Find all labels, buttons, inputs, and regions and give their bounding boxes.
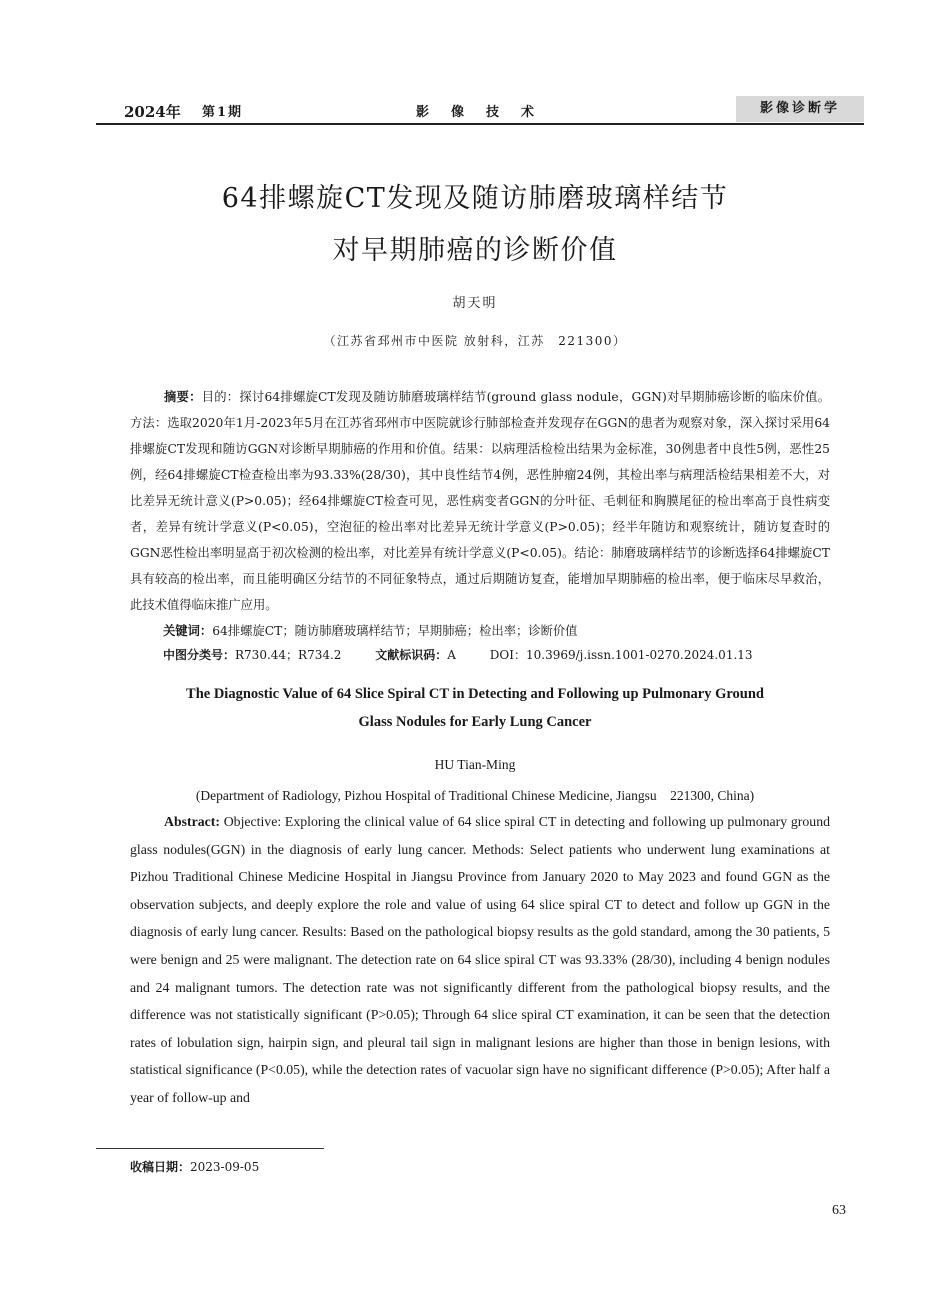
doc-code-label: 文献标识码：	[375, 648, 448, 662]
header-section-label: 影像诊断学	[736, 96, 864, 122]
title-cn-line1: 64排螺旋CT发现及随访肺磨玻璃样结节	[221, 183, 729, 214]
affiliation-cn: （江苏省邳州市中医院 放射科，江苏 221300）	[323, 334, 627, 348]
author-cn: 胡天明	[452, 296, 498, 311]
abstract-en-text: Objective: Exploring the clinical value of 64 slice spiral CT in detecting and following up pulmonary ground glass nodules(GGN) in the diagnosis of early lung cancer. Methods: Select patients who underwent lung examinations at Pizhou Traditional Chinese Medicine Hospital in Jiangsu Province from January 2020 to May 2023 and found GGN as the observation subjects, and deeply explore the role and value of using 64 slice spiral CT to detect and follow up GGN in the diagnosis of early lung cancer. Results: Based on the pathological biopsy results as the gold standard, among the 30 patients, 5 were benign and 25 were malignant. The detection rate on 64 slice spiral CT was 93.33% (28/30), including 4 benign nodules and 24 malignant tumors. The detection rate was not significantly different from the pathological biopsy results, and the difference was not statistically significant (P>0.05); Through 64 slice spiral CT examination, it can be seen that the detection rates of lobulation sign, hairpin sign, and pleural tail sign in malignant lesions are higher than those in benign lesions, with statistical significance (P<0.05), while the detection rates of vacuolar sign have no significant difference (P>0.05); After half a year of follow-up and	[130, 814, 830, 1105]
abstract-en-label: Abstract:	[164, 814, 220, 829]
header-journal-name: 影像技术	[416, 105, 557, 120]
clc-value: R730.44；R734.2	[235, 648, 342, 662]
affiliation-en: (Department of Radiology, Pizhou Hospital of Traditional Chinese Medicine, Jiangsu 221300, China)	[195, 788, 755, 803]
abstract-cn-text: 目的：探讨64排螺旋CT发现及随访肺磨玻璃样结节(ground glass nodule，GGN)对早期肺癌诊断的临床价值。方法：选取2020年1月-2023年5月在江苏省邳州市中医院就诊行肺部检查并发现存在GGN的患者为观察对象，深入探讨采用64排螺旋CT发现和随访GGN对诊断早期肺癌的作用和价值。结果：以病理活检检出结果为金标准，30例患者中良性5例，恶性25例，经64排螺旋CT检查检出率为93.33%(28/30)，其中良性结节4例，恶性肿瘤24例，其检出率与病理活检结果相差不大，对比差异无统计意义(P>0.05)；经64排螺旋CT检查可见，恶性病变者GGN的分叶征、毛刺征和胸膜尾征的检出率高于良性病变者，差异有统计学意义(P<0.05)，空泡征的检出率对比差异无统计学意义(P>0.05)；经半年随访和观察统计，随访复查时的GGN恶性检出率明显高于初次检测的检出率，对比差异有统计学意义(P<0.05)。结论：肺磨玻璃样结节的诊断选择64排螺旋CT具有较高的检出率，而且能明确区分结节的不同征象特点，通过后期随访复查，能增加早期肺癌的检出率，便于临床尽早救治，此技术值得临床推广应用。	[130, 390, 830, 612]
doi: DOI：10.3969/j.issn.1001-0270.2024.01.13	[489, 648, 753, 662]
keywords-cn-text: 64排螺旋CT；随访肺磨玻璃样结节；早期肺癌；检出率；诊断价值	[212, 624, 578, 638]
header-rule	[96, 123, 864, 125]
page-number: 63	[832, 1203, 846, 1218]
doc-code-value: A	[447, 648, 456, 662]
header-year: 2024年	[124, 103, 181, 121]
title-en-line2: Glass Nodules for Early Lung Cancer	[358, 714, 592, 730]
classification-line	[163, 646, 753, 663]
clc-label: 中图分类号：	[163, 648, 236, 662]
abstract-cn-label: 摘要：	[164, 389, 202, 404]
received-value: 2023-09-05	[190, 1160, 260, 1174]
received-date	[130, 1158, 259, 1175]
received-label: 收稿日期：	[130, 1160, 191, 1174]
header-issue: 第1期	[202, 105, 244, 120]
keywords-cn-label: 关键词：	[163, 623, 213, 638]
running-header	[96, 96, 864, 124]
abstract-cn	[130, 384, 830, 618]
author-en: HU Tian-Ming	[434, 757, 516, 772]
title-en-line1: The Diagnostic Value of 64 Slice Spiral CT in Detecting and Following up Pulmonary Ground	[186, 686, 764, 702]
footnote-rule	[96, 1148, 324, 1149]
keywords-cn	[163, 621, 577, 639]
title-cn-line2: 对早期肺癌的诊断价值	[332, 235, 618, 266]
abstract-en	[130, 808, 830, 1112]
